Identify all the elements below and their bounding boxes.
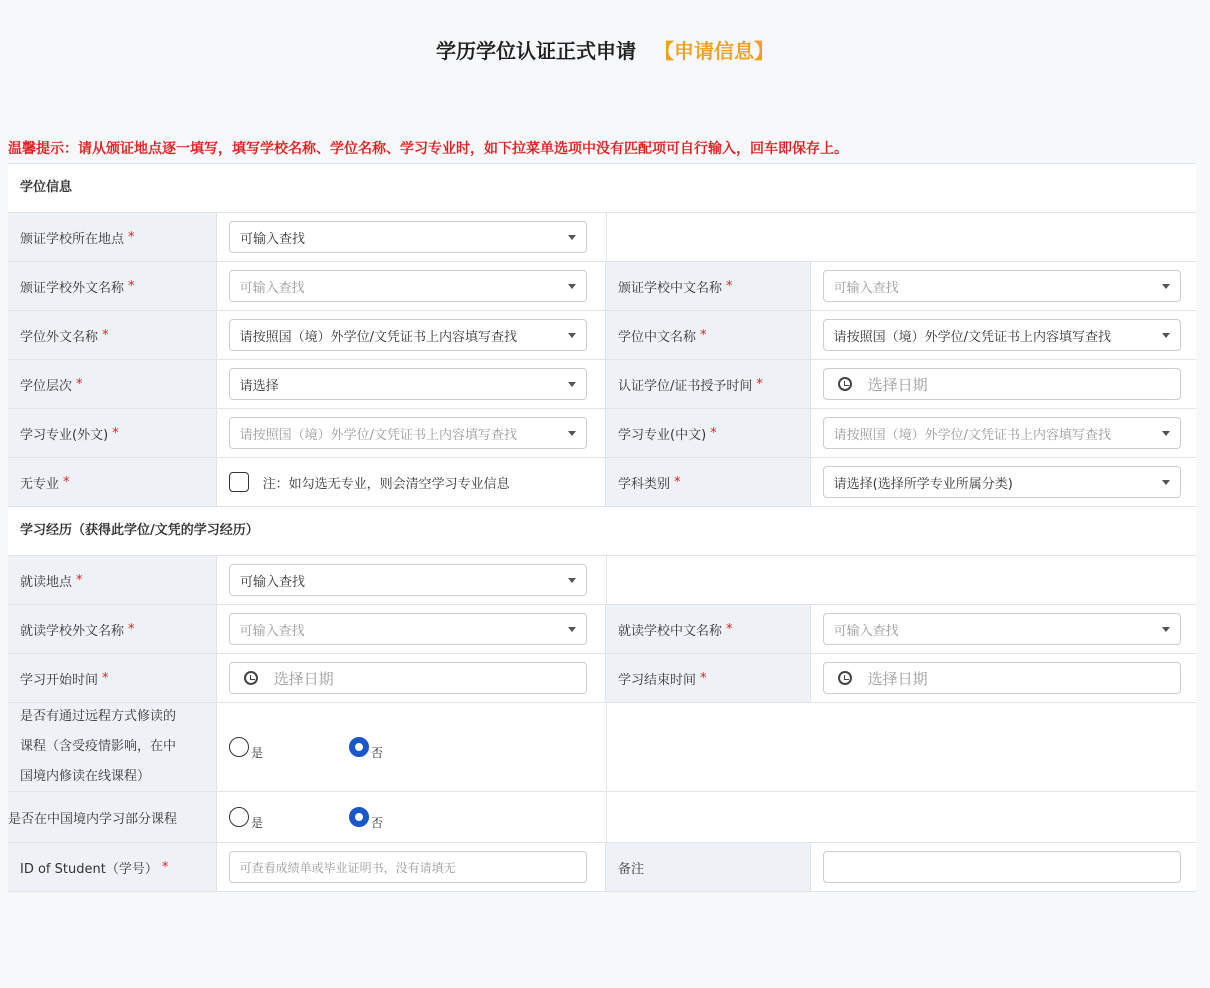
subject-category-select[interactable]: 请选择(选择所学专业所属分类) <box>823 466 1181 498</box>
empty-cell <box>607 792 1196 842</box>
degree-chinese-name-select[interactable]: 请按照国（境）外学位/文凭证书上内容填写查找 <box>823 319 1181 351</box>
remote-course-radio-group: 是 否 <box>229 737 469 757</box>
study-school-foreign-select[interactable]: 可输入查找 <box>229 613 587 645</box>
field-label: 颁证学校外文名称 * <box>8 262 217 310</box>
start-date-picker[interactable]: 选择日期 <box>229 662 587 694</box>
chevron-down-icon <box>568 627 576 632</box>
field-label: 学位层次 * <box>8 360 217 408</box>
row-in-china-course <box>8 792 1196 843</box>
empty-cell <box>607 556 1196 604</box>
row-study-dates <box>8 654 1196 703</box>
field-label: 学习专业(外文) * <box>8 409 217 457</box>
page-subtitle: 【申请信息】 <box>654 39 774 63</box>
row-majors <box>8 409 1196 458</box>
degree-foreign-name-select[interactable]: 请按照国（境）外学位/文凭证书上内容填写查找 <box>229 319 587 351</box>
field-label: 就读学校中文名称 * <box>606 605 811 653</box>
in-china-course-radio-group: 是 否 <box>229 807 469 827</box>
field-label: 就读学校外文名称 * <box>8 605 217 653</box>
row-study-school-names <box>8 605 1196 654</box>
chevron-down-icon <box>568 578 576 583</box>
end-date-picker[interactable]: 选择日期 <box>823 662 1181 694</box>
row-study-location <box>8 556 1196 605</box>
field-label: 是否有通过远程方式修读的 课程（含受疫情影响，在中 国境内修读在线课程） <box>8 703 217 791</box>
empty-cell <box>607 703 1196 791</box>
page-title-text: 学历学位认证正式申请 <box>436 39 636 63</box>
field-label: 学习专业(中文) * <box>606 409 811 457</box>
field-label: 认证学位/证书授予时间 * <box>606 360 811 408</box>
major-foreign-select[interactable]: 请按照国（境）外学位/文凭证书上内容填写查找 <box>229 417 587 449</box>
field-label: 学习结束时间 * <box>606 654 811 702</box>
school-foreign-name-select[interactable]: 可输入查找 <box>229 270 587 302</box>
section-study-experience: 学习经历（获得此学位/文凭的学习经历） <box>8 507 1196 556</box>
major-chinese-select[interactable]: 请按照国（境）外学位/文凭证书上内容填写查找 <box>823 417 1181 449</box>
in-china-yes-radio[interactable] <box>229 807 249 827</box>
chevron-down-icon <box>1162 627 1170 632</box>
student-id-input[interactable]: 可查看成绩单或毕业证明书，没有请填无 <box>229 851 587 883</box>
field-label: ID of Student（学号） * <box>8 843 217 891</box>
empty-cell <box>607 213 1196 261</box>
field-label: 学习开始时间 * <box>8 654 217 702</box>
chevron-down-icon <box>1162 284 1170 289</box>
study-location-select[interactable]: 可输入查找 <box>229 564 587 596</box>
row-degree-level <box>8 360 1196 409</box>
study-school-chinese-select[interactable]: 可输入查找 <box>823 613 1181 645</box>
no-major-note: 注：如勾选无专业，则会清空学习专业信息 <box>262 476 510 492</box>
row-no-major <box>8 458 1196 507</box>
field-label: 无专业 * <box>8 458 217 506</box>
field-label: 颁证学校所在地点 * <box>8 213 217 261</box>
clock-icon <box>244 671 258 685</box>
clock-icon <box>838 671 852 685</box>
field-label: 颁证学校中文名称 * <box>606 262 811 310</box>
degree-level-select[interactable]: 请选择 <box>229 368 587 400</box>
application-form <box>8 163 1196 892</box>
field-label: 学科类别 * <box>606 458 811 506</box>
row-school-names <box>8 262 1196 311</box>
school-chinese-name-select[interactable]: 可输入查找 <box>823 270 1181 302</box>
cell <box>217 213 607 261</box>
chevron-down-icon <box>568 333 576 338</box>
remote-course-no-radio[interactable] <box>349 737 369 757</box>
no-major-checkbox[interactable] <box>229 472 249 492</box>
chevron-down-icon <box>568 431 576 436</box>
chevron-down-icon <box>1162 333 1170 338</box>
school-location-select[interactable]: 可输入查找 <box>229 221 587 253</box>
field-label: 学位中文名称 * <box>606 311 811 359</box>
chevron-down-icon <box>568 284 576 289</box>
in-china-no-radio[interactable] <box>349 807 369 827</box>
remote-course-yes-radio[interactable] <box>229 737 249 757</box>
chevron-down-icon <box>1162 480 1170 485</box>
chevron-down-icon <box>568 235 576 240</box>
field-label: 是否在中国境内学习部分课程 <box>8 792 217 842</box>
notice-text: 温馨提示：请从颁证地点逐一填写，填写学校名称、学位名称、学习专业时，如下拉菜单选项中没有匹配项可自行输入，回车即保存上。 <box>8 141 848 157</box>
chevron-down-icon <box>568 382 576 387</box>
row-remote-course <box>8 703 1196 792</box>
chevron-down-icon <box>1162 431 1170 436</box>
remarks-input[interactable] <box>823 851 1181 883</box>
row-school-location <box>8 213 1196 262</box>
field-label: 备注 <box>606 843 811 891</box>
row-degree-names <box>8 311 1196 360</box>
section-degree-info: 学位信息 <box>8 164 1196 213</box>
degree-award-date-picker[interactable]: 选择日期 <box>823 368 1181 400</box>
page-title <box>0 34 1210 68</box>
row-student-id <box>8 843 1196 892</box>
field-label: 就读地点 * <box>8 556 217 604</box>
clock-icon <box>838 377 852 391</box>
field-label: 学位外文名称 * <box>8 311 217 359</box>
